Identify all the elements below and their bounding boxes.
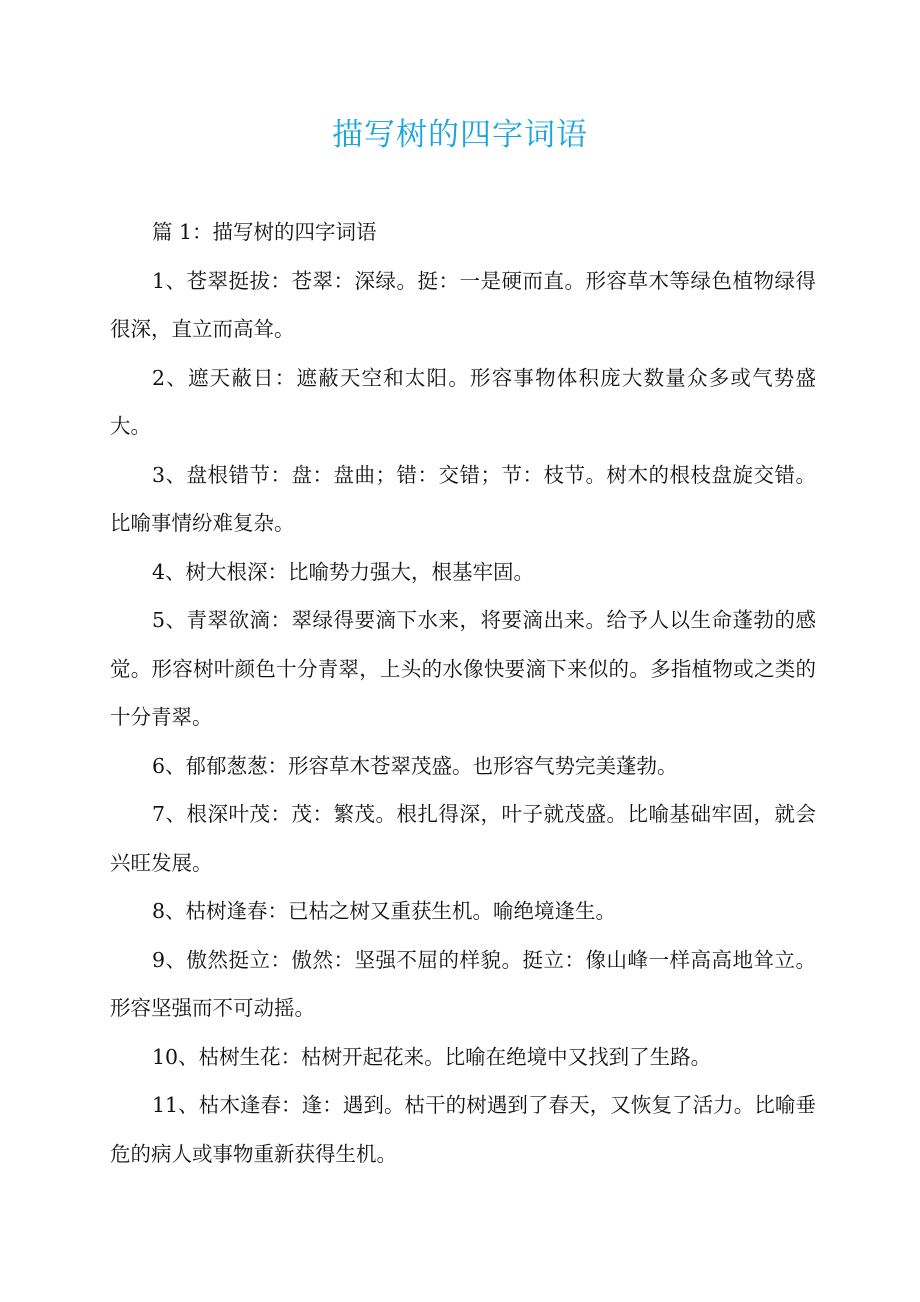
entry-paragraph: 1、苍翠挺拔：苍翠：深绿。挺：一是硬而直。形容草木等绿色植物绿得很深，直立而高耸。 [110, 268, 816, 341]
entry-paragraph: 7、根深叶茂：茂：繁茂。根扎得深，叶子就茂盛。比喻基础牢固，就会兴旺发展。 [110, 802, 816, 875]
entry-paragraph: 11、枯木逢春：逢：遇到。枯干的树遇到了春天，又恢复了活力。比喻垂危的病人或事物重新获得生机。 [110, 1093, 816, 1166]
entry-paragraph: 2、遮天蔽日：遮蔽天空和太阳。形容事物体积庞大数量众多或气势盛大。 [110, 365, 816, 438]
entry-paragraph: 5、青翠欲滴：翠绿得要滴下水来，将要滴出来。给予人以生命蓬勃的感觉。形容树叶颜色十分青翠，上头的水像快要滴下来似的。多指植物或之类的十分青翠。 [110, 608, 816, 729]
document-title: 描写树的四字词语 [332, 117, 588, 153]
entry-paragraph: 10、枯树生花：枯树开起花来。比喻在绝境中又找到了生路。 [152, 1044, 712, 1069]
entry-paragraph: 3、盘根错节：盘：盘曲；错：交错；节：枝节。树木的根枝盘旋交错。比喻事情纷难复杂。 [110, 462, 816, 535]
entry-paragraph: 6、郁郁葱葱：形容草木苍翠茂盛。也形容气势完美蓬勃。 [152, 753, 678, 778]
entry-paragraph: 9、傲然挺立：傲然：坚强不屈的样貌。挺立：像山峰一样高高地耸立。形容坚强而不可动摇。 [110, 947, 816, 1020]
section-heading: 篇 1：描写树的四字词语 [152, 220, 377, 244]
entry-paragraph: 4、树大根深：比喻势力强大，根基牢固。 [152, 559, 535, 584]
document-body [110, 208, 816, 1178]
entry-paragraph: 8、枯树逢春：已枯之树又重获生机。喻绝境逢生。 [152, 899, 617, 923]
